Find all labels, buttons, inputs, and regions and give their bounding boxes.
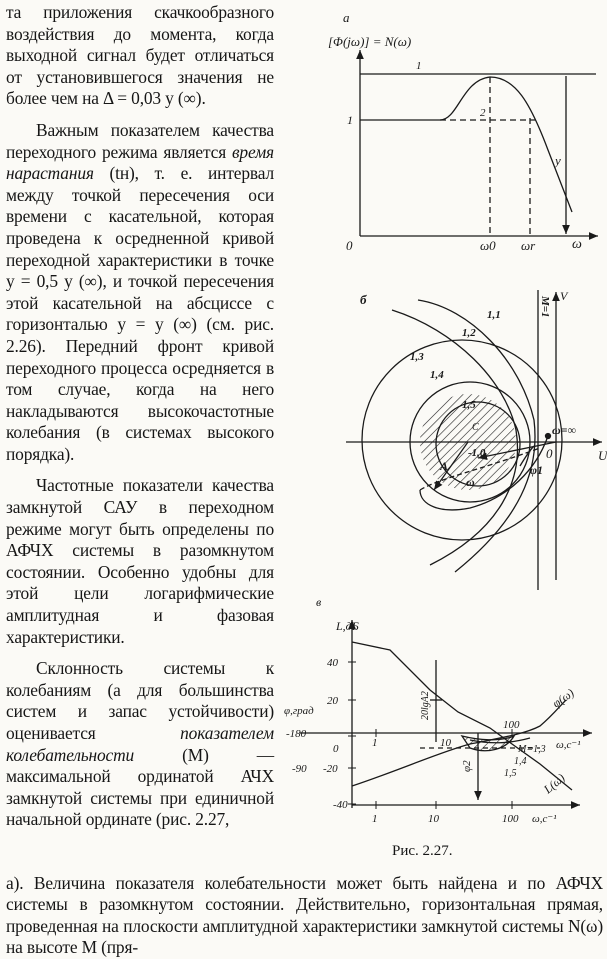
- panel-b-minus1: -1,0: [468, 447, 486, 459]
- panel-c-l-tick-minus40: -40: [333, 799, 348, 811]
- panel-a: [328, 10, 598, 253]
- panel-b-label-1-2: 1,2: [462, 327, 476, 339]
- paragraph-bottom: а). Величина показателя колебательности может быть найдена и по АФЧХ системы в разомкнутом состоянии. Действительно, горизонтальная прямая, проведенная на плоскости амплитудной характеристики замкнутой системы N(ω) на высоте M (пря-: [6, 873, 603, 958]
- bottom-text: [6, 873, 603, 959]
- panel-b-label-1-5: 1,5: [462, 399, 476, 411]
- panel-c: [284, 595, 592, 825]
- panel-c-hatched-area: [462, 736, 514, 751]
- panel-b-u-label: U: [598, 448, 607, 463]
- panel-a-curve-1-label: 1: [416, 60, 422, 72]
- panel-c-phi-tick-minus180: -180: [286, 728, 307, 740]
- panel-c-l-tick-20: 20: [327, 695, 338, 707]
- panel-c-upper-tick-10: 10: [440, 737, 451, 749]
- panel-b-m1-label: M=1: [539, 296, 551, 318]
- panel-c-upper-tick-100: 100: [503, 719, 520, 731]
- panel-b-point: [546, 434, 551, 439]
- panel-c-x-unit: ω,c⁻¹: [532, 813, 557, 825]
- panel-c-x-tick-100: 100: [502, 813, 519, 825]
- panel-c-m-label-1-5: 1,5: [504, 768, 517, 779]
- panel-b-label-1-4: 1,4: [430, 369, 444, 381]
- panel-c-upper-tick-1: 1: [372, 737, 378, 749]
- panel-c-m-label-1-4: 1,4: [514, 756, 527, 767]
- paragraph-1: та приложения скачкообразного воздействия до момента, когда выходной сигнал будет отличаться от установившегося значения не более чем на Δ = 0,03 y (∞).: [6, 2, 274, 109]
- panel-a-y-mark: y: [555, 153, 561, 168]
- panel-a-curve-2-label: 2: [480, 107, 486, 119]
- panel-c-l-tick-0: 0: [333, 743, 339, 755]
- panel-a-omega: ω: [572, 237, 582, 252]
- panel-c-x-tick-1: 1: [372, 813, 378, 825]
- panel-c-phi-tick-minus90: -90: [292, 763, 307, 775]
- panel-a-omega0: ω0: [480, 238, 496, 253]
- paragraph-4: Склонность системы к колебаниям (а для большинства систем и запас устойчивости) оценивается показателем колебательности (M) — максимальной ординатой АЧХ замкнутой системы при единичной начальной ординате (рис. 2.27,: [6, 658, 274, 830]
- panel-b-omega: ω: [466, 475, 475, 489]
- panel-b-phi1: φ1: [530, 463, 544, 477]
- panel-a-letter: а: [343, 10, 350, 25]
- paragraph-3: Частотные показатели качества замкнутой САУ в переходном режиме могут быть определены по АФЧХ системы в разомкнутом состоянии. Особенно удобны для этой цели логарифмические амплитудная и фазовая характеристики.: [6, 475, 274, 647]
- panel-b-label-c: C: [472, 422, 479, 433]
- panel-c-20lg-label: 20lgA2: [420, 691, 431, 720]
- figure-caption: Рис. 2.27.: [392, 843, 453, 859]
- panel-a-curve-2: [360, 77, 572, 212]
- panel-c-m-label-1-3: M=1,3: [518, 744, 546, 755]
- panel-b-omega-inf: ω=∞: [552, 423, 577, 437]
- panel-c-l-curve-label: L(ω): [540, 770, 568, 797]
- panel-b-label-a: A: [440, 459, 449, 473]
- panel-b: [346, 289, 607, 590]
- panel-b-letter: б: [360, 292, 367, 307]
- panel-c-phi2-label: φ2: [461, 760, 473, 772]
- panel-c-x-tick-10: 10: [428, 813, 439, 825]
- panel-c-phi-curve-label: φ(ω): [549, 685, 577, 711]
- panel-b-v-label: V: [560, 289, 568, 303]
- panel-c-l-tick-minus20: -20: [323, 763, 338, 775]
- panel-b-label-1-3: 1,3: [410, 351, 424, 363]
- panel-c-l-label: L,дБ: [336, 619, 359, 633]
- panel-b-origin: 0: [546, 446, 553, 461]
- panel-c-phi-label: φ,град: [284, 705, 314, 717]
- paragraph-2: Важным показателем качества переходного режима является время нарастания (tн), т. е. интервал между точкой пересечения оси времени с касательной, которая проведена к осредненной кривой переходной характеристики в точке y = 0,5 y (∞), и точкой пересечения этой касательной на абсциссе с горизонталью y = y (∞) (см. рис. 2.26). Передний фронт кривой переходного процесса осредняется в том случае, когда на него накладываются высокочастотные колебания (в системах высокого порядка).: [6, 119, 274, 464]
- panel-a-origin: 0: [346, 238, 353, 253]
- panel-a-omegar: ωr: [521, 238, 536, 253]
- panel-b-label-1-1: 1,1: [487, 309, 501, 321]
- panel-a-tick-1: 1: [347, 113, 353, 127]
- panel-c-l-tick-40: 40: [327, 657, 338, 669]
- panel-c-letter: в: [316, 595, 322, 609]
- panel-a-y-label: [Φ(jω)] = N(ω): [328, 34, 412, 49]
- term-rise-time: время нарастания: [6, 141, 274, 184]
- term-oscillation-index: показателем колебательности: [6, 723, 274, 765]
- panel-c-x-unit-upper: ω,c⁻¹: [556, 739, 581, 751]
